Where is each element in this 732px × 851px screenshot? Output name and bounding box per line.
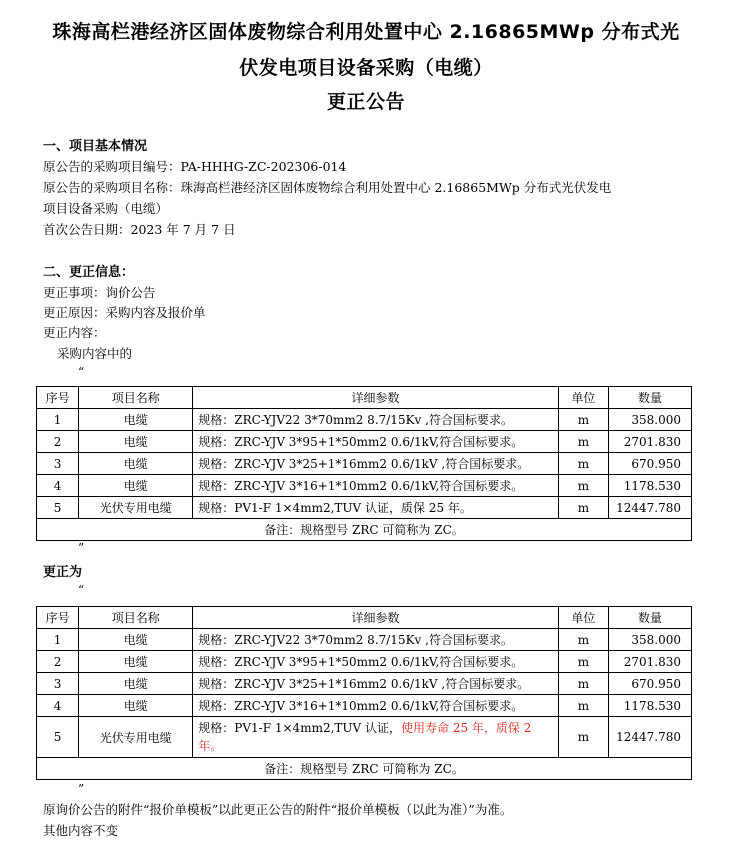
row-no: 4 (37, 695, 79, 717)
original-table (36, 386, 692, 541)
row-unit: m (558, 629, 608, 651)
doc-title-line-1: 珠海高栏港经济区固体废物综合利用处置中心 2.16865MWp 分布式光 (52, 21, 680, 43)
table-row-corrected (37, 717, 692, 758)
row-name: 电缆 (79, 651, 193, 673)
closing-statement: 原询价公告的附件“报价单模板”以此更正公告的附件“报价单模板（以此为准）”为准。 (43, 802, 513, 817)
row-detail: 规格：PV1-F 1×4mm2,TUV 认证，质保 25 年。 (193, 497, 559, 519)
row-qty: 670.950 (608, 453, 691, 475)
corrected-table (36, 606, 692, 780)
row-no: 5 (37, 497, 79, 519)
row-qty: 1178.530 (608, 695, 691, 717)
row-unit: m (558, 409, 608, 431)
original-content-intro: 采购内容中的 (57, 346, 133, 361)
header-name: 项目名称 (79, 607, 193, 629)
row-unit: m (558, 453, 608, 475)
row-name: 光伏专用电缆 (79, 717, 193, 758)
row-unit: m (558, 475, 608, 497)
row-unit: m (558, 695, 608, 717)
project-name-line-2: 项目设备采购（电缆） (43, 201, 169, 216)
header-detail: 详细参数 (193, 607, 559, 629)
row-detail: 规格：ZRC-YJV22 3*70mm2 8.7/15Kv ,符合国标要求。 (193, 409, 559, 431)
row-qty: 1178.530 (608, 475, 691, 497)
table-header-row (37, 607, 692, 629)
row-no: 1 (37, 629, 79, 651)
header-name: 项目名称 (79, 387, 193, 409)
row-qty: 2701.830 (608, 651, 691, 673)
doc-title-line-2: 伏发电项目设备采购（电缆） (239, 57, 493, 79)
project-number: 原公告的采购项目编号：PA-HHHG-ZC-202306-014 (43, 159, 347, 174)
header-unit: 单位 (558, 387, 608, 409)
table-row (37, 673, 692, 695)
detail-corrected-text: 使用寿命 25 年，质保 2 年。 (198, 721, 532, 753)
open-quote: “ (78, 583, 85, 597)
row-qty: 670.950 (608, 673, 691, 695)
table-row (37, 497, 692, 519)
table-row (37, 651, 692, 673)
table-note: 备注：规格型号 ZRC 可简称为 ZC。 (37, 758, 692, 780)
table-row (37, 475, 692, 497)
header-qty: 数量 (608, 387, 691, 409)
header-no: 序号 (37, 607, 79, 629)
row-qty: 12447.780 (608, 717, 691, 758)
row-no: 4 (37, 475, 79, 497)
open-quote: “ (78, 365, 85, 379)
header-unit: 单位 (558, 607, 608, 629)
table-header-row (37, 387, 692, 409)
row-name: 电缆 (79, 453, 193, 475)
correction-reason: 更正原因：采购内容及报价单 (43, 305, 206, 320)
row-qty: 12447.780 (608, 497, 691, 519)
row-detail: 规格：ZRC-YJV 3*25+1*16mm2 0.6/1kV ,符合国标要求。 (193, 673, 559, 695)
row-detail: 规格：ZRC-YJV 3*25+1*16mm2 0.6/1kV ,符合国标要求。 (193, 453, 559, 475)
table-row (37, 409, 692, 431)
table-note-row (37, 519, 692, 541)
row-detail: 规格：ZRC-YJV 3*95+1*50mm2 0.6/1kV,符合国标要求。 (193, 431, 559, 453)
row-name: 电缆 (79, 673, 193, 695)
row-detail: 规格：ZRC-YJV 3*16+1*10mm2 0.6/1kV,符合国标要求。 (193, 475, 559, 497)
correction-item: 更正事项：询价公告 (43, 285, 156, 300)
row-qty: 2701.830 (608, 431, 691, 453)
doc-title-line-3: 更正公告 (326, 91, 405, 113)
row-unit: m (558, 497, 608, 519)
row-qty: 358.000 (608, 409, 691, 431)
closing-other: 其他内容不变 (43, 823, 119, 838)
row-name: 电缆 (79, 629, 193, 651)
row-no: 3 (37, 673, 79, 695)
section1-heading: 一、项目基本情况 (43, 139, 148, 154)
row-no: 2 (37, 651, 79, 673)
table-row (37, 629, 692, 651)
row-name: 电缆 (79, 695, 193, 717)
table-note-row (37, 758, 692, 780)
header-detail: 详细参数 (193, 387, 559, 409)
close-quote: ” (78, 782, 85, 796)
row-name: 光伏专用电缆 (79, 497, 193, 519)
first-publish-date: 首次公告日期：2023 年 7 月 7 日 (43, 222, 236, 237)
row-no: 5 (37, 717, 79, 758)
table-row (37, 431, 692, 453)
row-detail: 规格：ZRC-YJV22 3*70mm2 8.7/15Kv ,符合国标要求。 (193, 629, 559, 651)
row-no: 2 (37, 431, 79, 453)
row-name: 电缆 (79, 475, 193, 497)
row-unit: m (558, 717, 608, 758)
detail-unchanged-text: 规格：PV1-F 1×4mm2,TUV 认证， (198, 721, 401, 735)
row-name: 电缆 (79, 431, 193, 453)
table-row (37, 453, 692, 475)
corrected-heading: 更正为 (43, 565, 83, 580)
row-unit: m (558, 673, 608, 695)
row-detail (193, 717, 559, 758)
project-name-line-1: 原公告的采购项目名称：珠海高栏港经济区固体废物综合利用处置中心 2.16865MWp 分布式光伏发电 (43, 180, 612, 195)
row-no: 1 (37, 409, 79, 431)
row-detail: 规格：ZRC-YJV 3*95+1*50mm2 0.6/1kV,符合国标要求。 (193, 651, 559, 673)
table-row (37, 695, 692, 717)
close-quote: ” (78, 541, 85, 555)
table-note: 备注：规格型号 ZRC 可简称为 ZC。 (37, 519, 692, 541)
section2-heading: 二、更正信息： (43, 265, 135, 280)
header-qty: 数量 (608, 607, 691, 629)
row-unit: m (558, 431, 608, 453)
row-no: 3 (37, 453, 79, 475)
row-qty: 358.000 (608, 629, 691, 651)
header-no: 序号 (37, 387, 79, 409)
row-detail: 规格：ZRC-YJV 3*16+1*10mm2 0.6/1kV,符合国标要求。 (193, 695, 559, 717)
row-name: 电缆 (79, 409, 193, 431)
row-unit: m (558, 651, 608, 673)
correction-content-label: 更正内容： (43, 325, 106, 340)
